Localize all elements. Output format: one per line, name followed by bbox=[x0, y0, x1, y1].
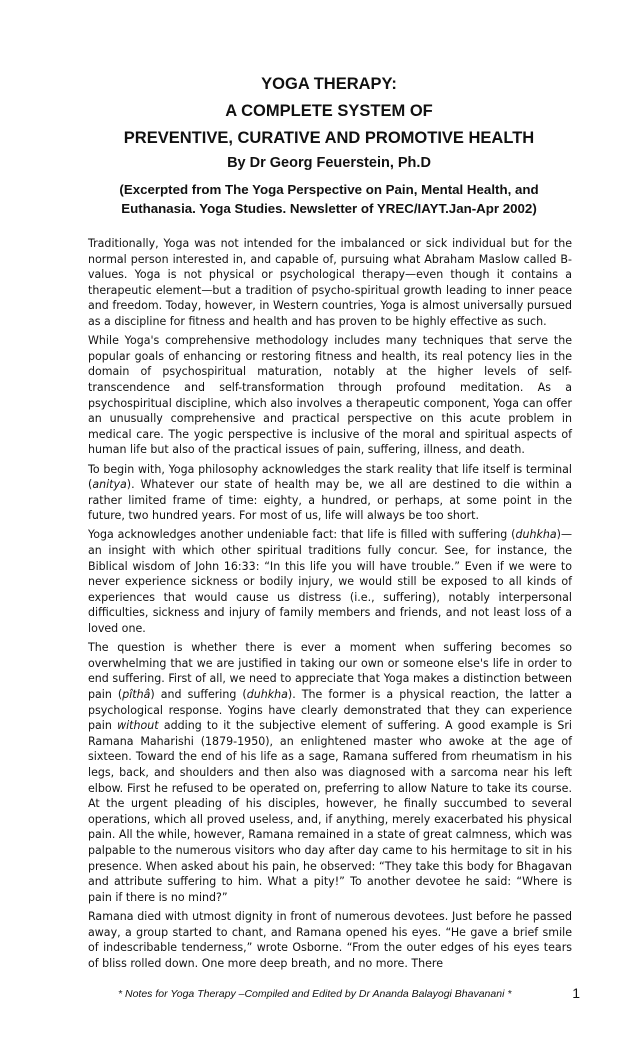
paragraph-6: Ramana died with utmost dignity in front of numerous devotees. Just before he passed away, a group started to chant, and Ramana opened his eyes. “He gave a brief smile of indescribable tenderness,” wrote Osborne. “From the outer edges of his eyes tears of bliss rolled down. One more deep breath, and no more. There bbox=[88, 909, 572, 970]
page-number: 1 bbox=[572, 985, 580, 1001]
excerpt-line-2: Euthanasia. Yoga Studies. Newsletter of YREC/IAYT.Jan-Apr 2002) bbox=[121, 201, 537, 216]
article-body bbox=[88, 236, 572, 975]
paragraph-4-text-a: Yoga acknowledges another undeniable fact: that life is filled with suffering ( bbox=[88, 528, 516, 542]
paragraph-4 bbox=[88, 527, 572, 636]
excerpt-note bbox=[86, 180, 572, 218]
footer-note: * Notes for Yoga Therapy –Compiled and Edited by Dr Ananda Balayogi Bhavanani * bbox=[118, 988, 512, 1000]
term-duhkha-2: duhkha bbox=[246, 688, 288, 701]
paragraph-2: While Yoga's comprehensive methodology includes many techniques that serve the popular goals of enhancing or restoring fitness and health, its real potency lies in the domain of psychospiritual maturation, notably at the higher levels of self-transcendence and self-transformation through profound meditation. As a psychospiritual discipline, which also involves a therapeutic component, Yoga can offer an unusually comprehensive and practical perspective on this acute problem in medical care. The yogic perspective is inclusive of the moral and spiritual aspects of human life but also of the practical issues of pain, suffering, illness, and death. bbox=[88, 334, 572, 457]
paragraph-3-text-a: To begin with, Yoga philosophy acknowledges the stark reality that life itself is terminal ( bbox=[88, 462, 572, 492]
paragraph-3 bbox=[88, 462, 572, 524]
paragraph-5 bbox=[88, 640, 572, 905]
term-anitya: anitya bbox=[92, 478, 127, 492]
term-without: without bbox=[117, 719, 159, 733]
paragraph-1: Traditionally, Yoga was not intended for the imbalanced or sick individual but for the normal person interested in, and capable of, pursuing what Abraham Maslow called B-values. Yoga is not physical or psychological therapy—even though it contains a therapeutic element—but a tradition of psycho-spiritual growth leading to inner peace and freedom. Today, however, in Western countries, Yoga is almost universally pursued as a discipline for fitness and health and has proven to be highly effective as such. bbox=[88, 237, 572, 328]
paragraph-5-text-c: ). The former is a physical reaction, the latter a psychological response. Yogins have clearly demonstrated that they can experience pain bbox=[88, 688, 572, 733]
paragraph-4-text-b: )—an insight with which other spiritual traditions fully concur. See, for instance, the Biblical wisdom of John 16:33: “In this life you will have trouble.” Even if we were to never experience sickness or bodily injury, we would still be exposed to all kinds of experiences that would cause us distress (i.e., suffering), notably interpersonal difficulties, sickness and injury of family members and friends, and not least loss of a loved one. bbox=[88, 528, 572, 636]
paragraph-3-text-b: ). Whatever our state of health may be, we all are destined to die within a rather limited frame of time: eighty, a hundred, or perhaps, at some point in the future, two hundred years. For most of us, life will always be too short. bbox=[88, 478, 572, 523]
paragraph-5-text-d: adding to it the subjective element of suffering. A good example is Sri Ramana Maharishi (1879-1950), an enlightened master who awoke at the age of sixteen. Toward the end of his life as a sage, Ramana suffered from rheumatism in his legs, back, and shoulders and then also was diagnosed with a sarcoma near his left elbow. First he refused to be operated on, preferring to allow Nature to take its course. At the urgent pleading of his disciples, however, he finally succumbed to several operations, which all proved useless, and, if anything, merely exacerbated his physical pain. All the while, however, Ramana remained in a state of great calmness, which was palpable to the numerous visitors who day after day came to his hermitage to sit in his presence. When asked about his pain, he observed: “They take this body for Bhagavan and attribute suffering to him. What a pity!” To another devotee he said: “Where is pain if there is no mind?” bbox=[88, 719, 572, 904]
excerpt-line-1: (Excerpted from The Yoga Perspective on Pain, Mental Health, and bbox=[119, 182, 539, 197]
title-line-2: A COMPLETE SYSTEM OF bbox=[225, 102, 433, 120]
paragraph-5-text-b: ) and suffering ( bbox=[150, 688, 247, 701]
title-line-1: YOGA THERAPY: bbox=[261, 75, 397, 93]
author-line: By Dr Georg Feuerstein, Ph.D bbox=[227, 155, 431, 171]
term-pitha: pîthâ bbox=[122, 688, 151, 701]
term-duhkha: duhkha bbox=[515, 528, 557, 542]
title-line-3: PREVENTIVE, CURATIVE AND PROMOTIVE HEALTH bbox=[123, 129, 535, 147]
paragraph-5-text-a: The question is whether there is ever a moment when suffering becomes so overwhelming that we are justified in taking our own or someone else's life in order to end suffering. First of all, we need to appreciate that Yoga makes a distinction between pain ( bbox=[88, 641, 572, 701]
